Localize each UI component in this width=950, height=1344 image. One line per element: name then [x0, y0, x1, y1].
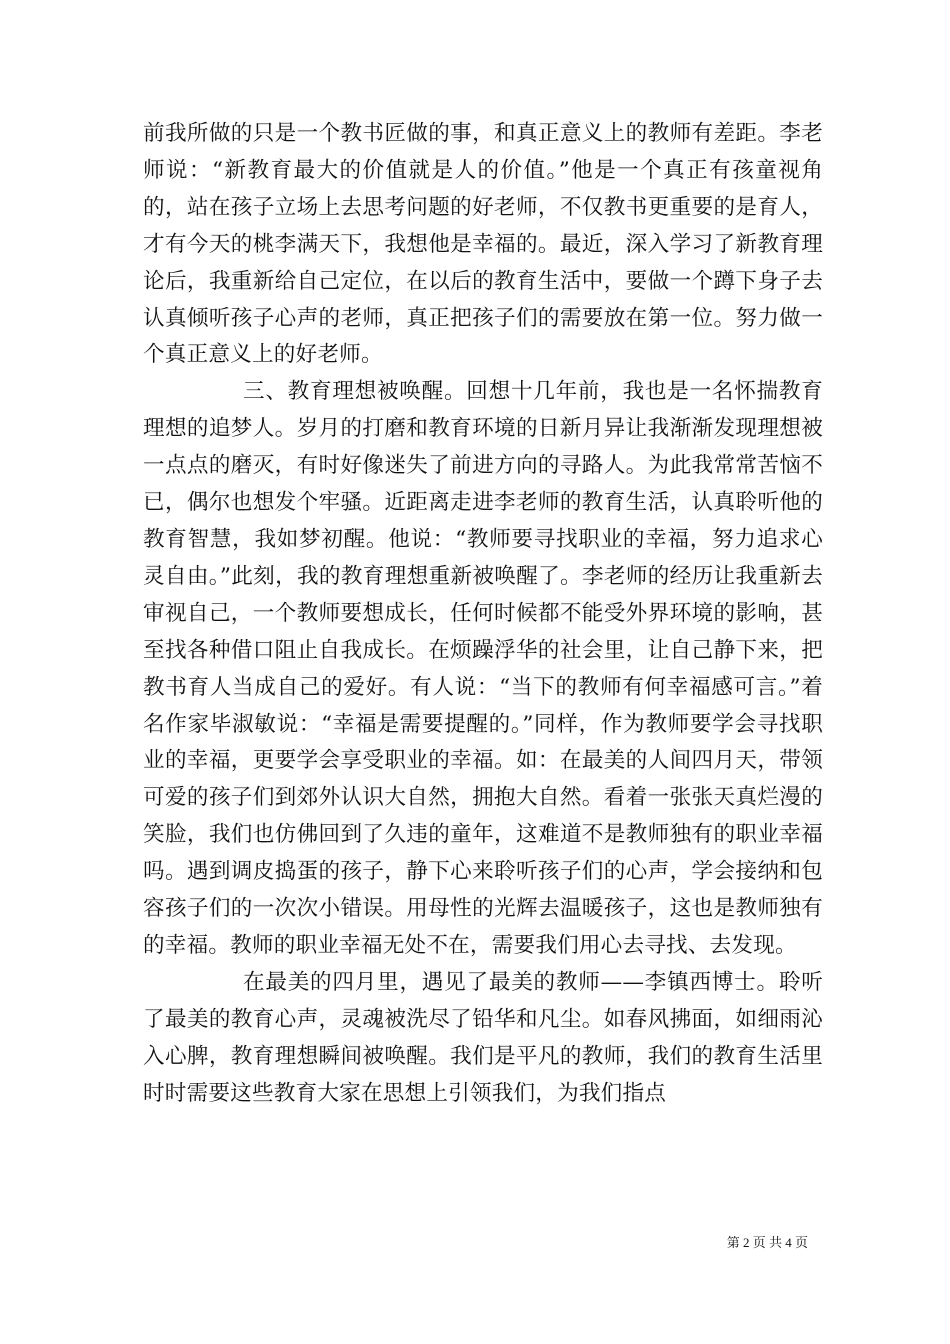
body-text [143, 116, 823, 1112]
paragraph-section-three: 三、教育理想被唤醒。回想十几年前，我也是一名怀揣教育理想的追梦人。岁月的打磨和教育环境的日新月异让我渐渐发现理想被一点点的磨灭，有时好像迷失了前进方向的寻路人。为此我常常苦恼不已，偶尔也想发个牢骚。近距离走进李老师的教育生活，认真聆听他的教育智慧，我如梦初醒。他说：“教师要寻找职业的幸福，努力追求心灵自由。”此刻，我的教育理想重新被唤醒了。李老师的经历让我重新去审视自己，一个教师要想成长，任何时候都不能受外界环境的影响，甚至找各种借口阻止自我成长。在烦躁浮华的社会里，让自己静下来，把教书育人当成自己的爱好。有人说：“当下的教师有何幸福感可言。”着名作家毕淑敏说：“幸福是需要提醒的。”同样，作为教师要学会寻找职业的幸福，更要学会享受职业的幸福。如：在最美的人间四月天，带领可爱的孩子们到郊外认识大自然，拥抱大自然。看着一张张天真烂漫的笑脸，我们也仿佛回到了久违的童年，这难道不是教师独有的职业幸福吗。遇到调皮捣蛋的孩子，静下心来聆听孩子们的心声，学会接纳和包容孩子们的一次次小错误。用母性的光辉去温暖孩子，这也是教师独有的幸福。教师的职业幸福无处不在，需要我们用心去寻找、去发现。 [143, 379, 823, 958]
paragraph-continuation: 前我所做的只是一个教书匠做的事，和真正意义上的教师有差距。李老师说：“新教育最大的价值就是人的价值。”他是一个真正有孩童视角的，站在孩子立场上去思考问题的好老师，不仅教书更重要的是育人，才有今天的桃李满天下，我想他是幸福的。最近，深入学习了新教育理论后，我重新给自己定位，在以后的教育生活中，要做一个蹲下身子去认真倾听孩子心声的老师，真正把孩子们的需要放在第一位。努力做一个真正意义上的好老师。 [143, 121, 823, 368]
paragraph-conclusion: 在最美的四月里，遇见了最美的教师——李镇西博士。聆听了最美的教育心声，灵魂被洗尽了铅华和凡尘。如春风拂面，如细雨沁入心脾，教育理想瞬间被唤醒。我们是平凡的教师，我们的教育生活里时时需要这些教育大家在思想上引领我们，为我们指点 [143, 969, 823, 1106]
page-number-footer: 第 2 页 共 4 页 [726, 1235, 808, 1250]
